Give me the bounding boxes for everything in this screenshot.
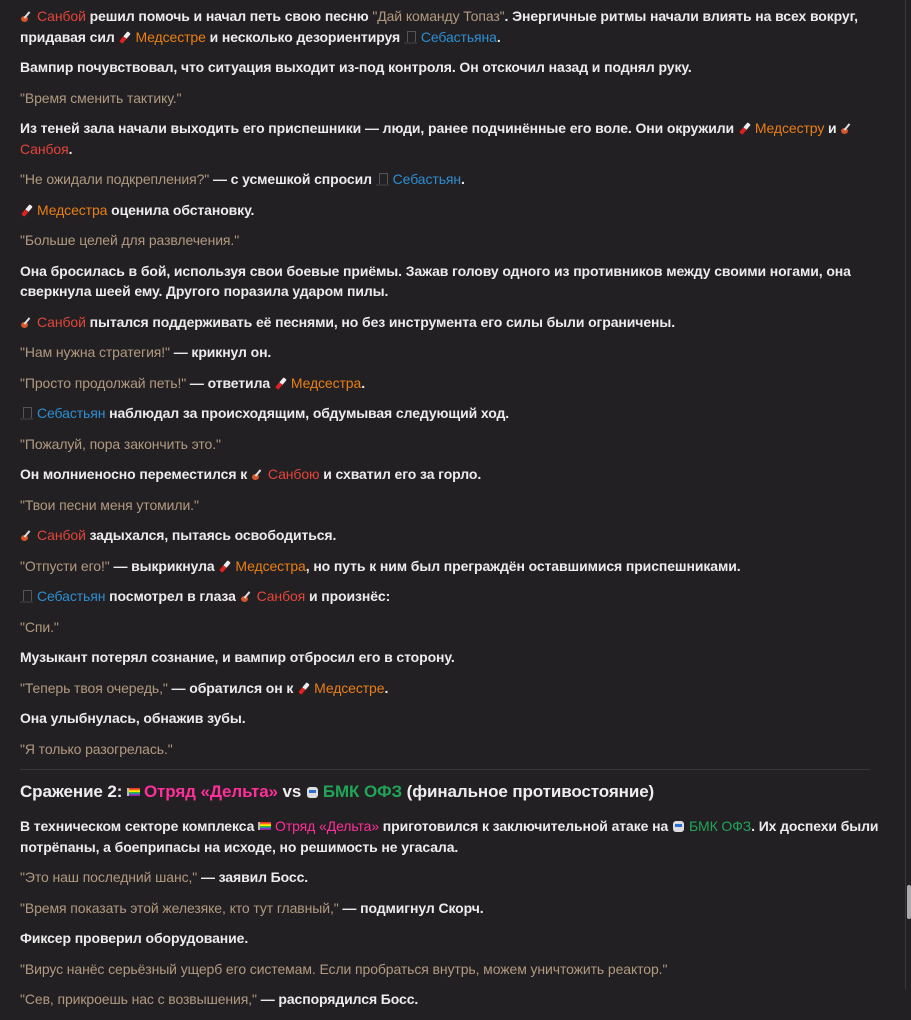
flag-icon: [127, 788, 140, 796]
story-paragraph: [20, 867, 880, 888]
dialogue-quote: "Дай команду Топаз": [372, 8, 505, 24]
dialogue-quote: "Просто продолжай петь!": [20, 374, 187, 391]
story-log: [20, 6, 880, 1020]
narration-text: — подмигнул Скорч.: [338, 899, 484, 916]
character-nurse: Медсестре: [314, 679, 385, 696]
story-paragraph: [20, 708, 880, 729]
narration-text: решил помочь и начал петь свою песню: [85, 8, 373, 24]
narration-text: — заявил Босс.: [197, 869, 309, 885]
story-paragraph: [20, 200, 880, 221]
enemy-bmk-ofz: БМК ОФЗ: [322, 782, 403, 801]
story-paragraph: [20, 403, 880, 424]
narration-text: Вампир почувствовал, что ситуация выходит из-под контроля. Он отскочил назад и поднял руку.: [20, 59, 692, 75]
story-paragraph: [20, 586, 880, 607]
story-paragraph: [20, 312, 880, 333]
narration-text: — с усмешкой спросил: [209, 171, 376, 187]
story-paragraph: [20, 816, 880, 857]
dialogue-quote: "Не ожидали подкрепления?": [20, 171, 210, 187]
story-paragraph: [20, 556, 880, 577]
guitar-icon: [251, 468, 264, 481]
story-paragraph: [20, 959, 880, 980]
story-paragraph: [20, 739, 880, 760]
narration-text: .: [496, 28, 501, 45]
character-nurse: Медсестре: [135, 28, 206, 45]
dialogue-quote: "Теперь твоя очередь,": [20, 679, 168, 696]
narration-text: Из теней зала начали выходить его приспешники — люди, ранее подчинённые его воле. Они окружили: [20, 120, 738, 136]
dialogue-quote: "Отпусти его!": [20, 557, 110, 574]
narration-text: Сражение 2:: [20, 782, 127, 801]
syringe-icon: [118, 31, 131, 44]
story-paragraph: [20, 6, 880, 47]
character-sanboy: Санбоя: [256, 588, 306, 604]
dialogue-quote: "Сев, прикроешь нас с возвышения,": [20, 991, 257, 1007]
narration-text: — крикнул он.: [169, 344, 272, 360]
narration-text: (финальное противостояние): [402, 782, 655, 801]
character-nurse: Медсестра: [290, 374, 362, 391]
robot-icon: [672, 820, 685, 833]
dialogue-quote: "Это наш последний шанс,": [20, 869, 198, 885]
story-paragraph: [20, 647, 880, 668]
narration-text: , но путь к ним был преграждён оставшимися приспешниками.: [305, 557, 741, 574]
guitar-icon: [20, 316, 33, 329]
narration-text: .: [461, 171, 465, 187]
flag-icon: [258, 822, 271, 830]
character-sebastian: Себастьян: [37, 405, 106, 421]
dialogue-quote: "Твои песни меня утомили.": [20, 496, 199, 513]
narration-text: — распорядился Босс.: [256, 991, 419, 1007]
character-nurse: Медсестру: [754, 120, 825, 136]
dialogue-quote: "Нам нужна стратегия!": [20, 344, 170, 360]
story-paragraph: [20, 464, 880, 485]
character-sanboy: Санбою: [267, 466, 320, 482]
syringe-icon: [274, 377, 287, 390]
narration-text: пытался поддерживать её песнями, но без инструмента его силы были ограничены.: [85, 313, 676, 330]
dialogue-quote: "Я только разогрелась.": [20, 740, 173, 757]
narration-text: посмотрел в глаза: [105, 588, 240, 604]
team-delta: Отряд «Дельта»: [143, 782, 278, 801]
narration-text: Она улыбнулась, обнажив зубы.: [20, 710, 246, 726]
character-sebastian: Себастьян: [392, 171, 461, 187]
character-sanboy: Санбоя: [20, 140, 69, 157]
character-sebastian: Себастьян: [37, 588, 106, 604]
character-sanboy: Санбой: [37, 8, 86, 24]
narration-text: и схватил его за горло.: [319, 466, 482, 482]
story-paragraph: [20, 495, 880, 516]
dialogue-quote: "Пожалуй, пора закончить это.": [20, 435, 221, 452]
syringe-icon: [20, 204, 33, 217]
dialogue-quote: "Время показать этой железяке, кто тут главный,": [20, 899, 339, 916]
narration-text: .: [361, 374, 365, 391]
narration-text: Музыкант потерял сознание, и вампир отбросил его в сторону.: [20, 649, 455, 665]
story-paragraph: [20, 169, 880, 190]
story-paragraph: [20, 898, 880, 919]
divider: [20, 769, 870, 770]
narration-text: В техническом секторе комплекса: [20, 818, 259, 834]
story-paragraph: [20, 525, 880, 546]
story-paragraph: [20, 230, 880, 251]
narration-text: приготовился к заключительной атаке на: [379, 818, 672, 834]
narration-text: .: [68, 140, 73, 157]
scrollbar-thumb[interactable]: [907, 885, 911, 919]
enemy-bmk-ofz: БМК ОФЗ: [688, 818, 752, 834]
guitar-icon: [840, 122, 853, 135]
story-paragraph: [20, 261, 880, 302]
guitar-icon: [20, 10, 33, 23]
narration-text: Фиксер проверил оборудование.: [20, 930, 249, 946]
character-sanboy: Санбой: [37, 313, 86, 330]
battle-1-text: [20, 6, 880, 759]
narration-text: и несколько дезориентируя: [205, 28, 404, 45]
story-paragraph: [20, 928, 880, 949]
guitar-icon: [20, 529, 33, 542]
dialogue-quote: "Время сменить тактику.": [20, 89, 182, 106]
battle-2-heading: [20, 780, 880, 804]
narration-text: и: [824, 120, 841, 136]
story-paragraph: [20, 678, 880, 699]
robot-icon: [306, 786, 319, 799]
character-sebastian: Себастьяна: [420, 28, 497, 45]
narration-text: и произнёс:: [305, 588, 391, 604]
narration-text: оценила обстановку.: [107, 201, 255, 218]
character-nurse: Медсестра: [235, 557, 306, 574]
team-delta: Отряд «Дельта»: [275, 818, 380, 834]
narration-text: .: [384, 679, 389, 696]
story-paragraph: [20, 373, 880, 394]
guitar-icon: [240, 590, 253, 603]
syringe-icon: [297, 682, 310, 695]
story-paragraph: [20, 118, 880, 159]
character-sanboy: Санбой: [37, 527, 86, 543]
syringe-icon: [738, 122, 751, 135]
scrollbar-track[interactable]: [905, 0, 906, 990]
dialogue-quote: "Вирус нанёс серьёзный ущерб его системам. Если пробраться внутрь, можем уничтожить реактор.": [20, 960, 668, 977]
dialogue-quote: "Спи.": [20, 618, 59, 635]
story-paragraph: [20, 434, 880, 455]
narration-text: — обратился он к: [167, 679, 298, 696]
narration-text: задыхался, пытаясь освободиться.: [85, 527, 337, 543]
narration-text: . Их доспехи были потрёпаны, а боеприпасы на исходе, но решимость не угасала.: [20, 818, 879, 855]
narration-text: — ответила: [186, 374, 274, 391]
hat-icon: [20, 590, 33, 603]
narration-text: Она бросилась в бой, используя свои боевые приёмы. Зажав голову одного из противников между своими ногами, она сверкнула шеей ему. Другого поразила ударом пилы.: [20, 262, 851, 299]
syringe-icon: [218, 560, 231, 573]
character-nurse: Медсестра: [37, 201, 108, 218]
narration-text: наблюдал за происходящим, обдумывая следующий ход.: [105, 405, 510, 421]
dialogue-quote: "Больше целей для развлечения.": [20, 232, 240, 248]
battle-2-text: [20, 816, 880, 1010]
story-paragraph: [20, 617, 880, 638]
story-paragraph: [20, 989, 880, 1010]
hat-icon: [376, 173, 389, 186]
narration-text: Он молниеносно переместился к: [20, 466, 251, 482]
story-paragraph: [20, 342, 880, 363]
story-paragraph: [20, 57, 880, 78]
hat-icon: [20, 407, 33, 420]
narration-text: . Энергичные ритмы начали влиять на всех вокруг, придавая сил: [20, 8, 858, 45]
narration-text: — выкрикнула: [109, 557, 219, 574]
hat-icon: [404, 31, 417, 44]
narration-text: vs: [277, 782, 306, 801]
story-paragraph: [20, 88, 880, 109]
